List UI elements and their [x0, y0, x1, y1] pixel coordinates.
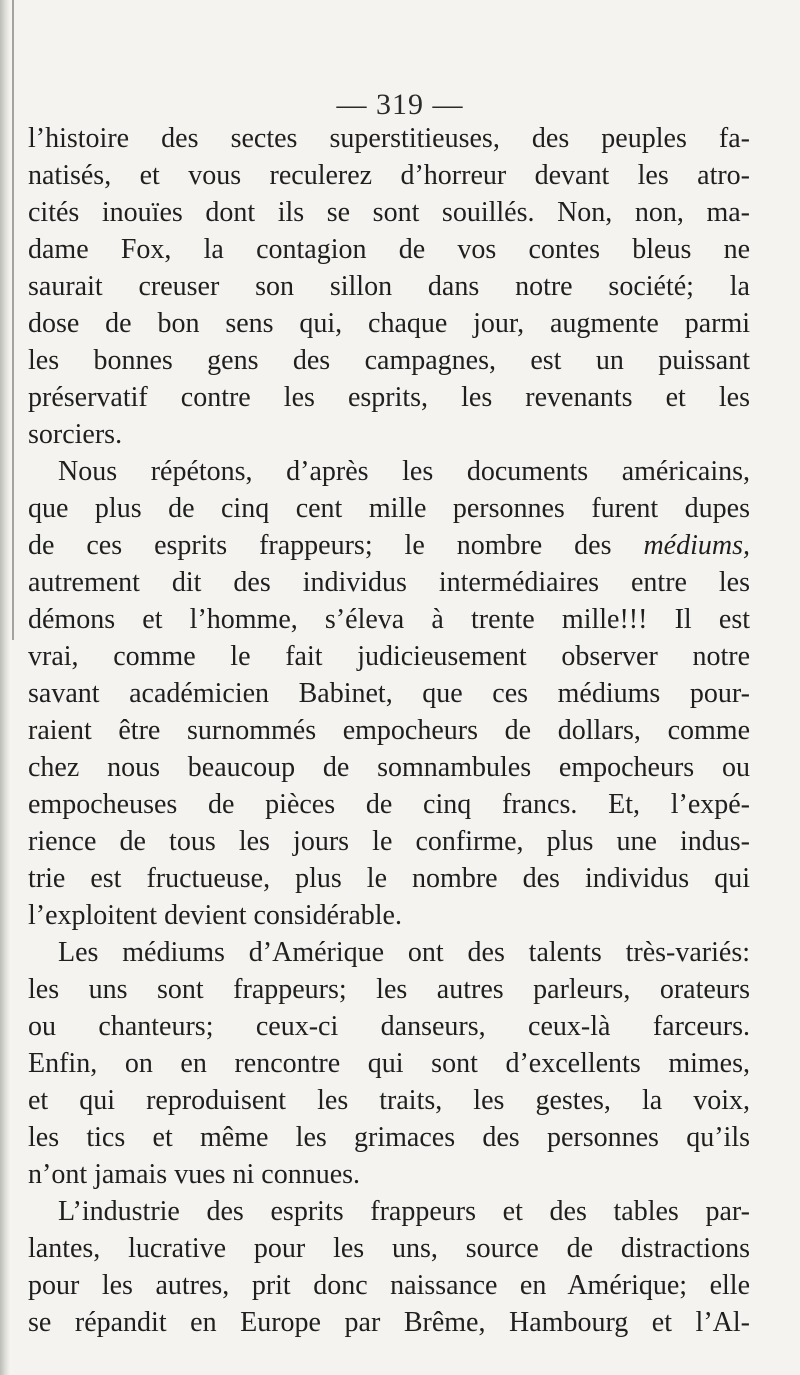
text-line: natisés, et vous reculerez d’horreur devant les atro-	[28, 160, 750, 191]
text-line: rience de tous les jours le confirme, plus une indus-	[28, 826, 750, 857]
text-line: lantes, lucrative pour les uns, source de distractions	[28, 1233, 750, 1264]
text-line: Enfin, on en rencontre qui sont d’excellents mimes,	[28, 1048, 750, 1079]
text-line: pour les autres, prit donc naissance en Amérique; elle	[28, 1270, 750, 1301]
text-line: démons et l’homme, s’éleva à trente mille!!! Il est	[28, 604, 750, 635]
text-line: chez nous beaucoup de somnambules empocheurs ou	[28, 752, 750, 783]
text-line: empocheuses de pièces de cinq francs. Et, l’expé-	[28, 789, 750, 820]
text-line: vrai, comme le fait judicieusement observer notre	[28, 641, 750, 672]
italic-word: médiums,	[643, 530, 750, 561]
text-line: n’ont jamais vues ni connues.	[28, 1159, 361, 1190]
text-line: savant académicien Babinet, que ces médiums pour-	[28, 678, 750, 709]
text-line: dame Fox, la contagion de vos contes bleus ne	[28, 234, 750, 265]
text-segment: de ces esprits frappeurs; le nombre des	[28, 530, 644, 561]
text-line: trie est fructueuse, plus le nombre des individus qui	[28, 863, 750, 894]
text-line: et qui reproduisent les traits, les gestes, la voix,	[28, 1085, 750, 1116]
text-line: dose de bon sens qui, chaque jour, augmente parmi	[28, 308, 750, 339]
text-line: se répandit en Europe par Brême, Hambourg et l’Al-	[28, 1307, 750, 1338]
body-text	[28, 120, 750, 1341]
page-number: — 319 —	[336, 88, 464, 121]
paragraph-start-line: L’industrie des esprits frappeurs et des tables par-	[58, 1196, 750, 1227]
text-line: sorciers.	[28, 419, 123, 450]
text-line: les bonnes gens des campagnes, est un puissant	[28, 345, 750, 376]
text-line: cités inouïes dont ils se sont souillés. Non, non, ma-	[28, 197, 750, 228]
page-binding-edge	[0, 0, 10, 1375]
text-line: que plus de cinq cent mille personnes furent dupes	[28, 493, 750, 524]
text-line: préservatif contre les esprits, les revenants et les	[28, 382, 750, 413]
text-line: saurait creuser son sillon dans notre société; la	[28, 271, 750, 302]
text-line: les tics et même les grimaces des personnes qu’ils	[28, 1122, 750, 1153]
text-line: raient être surnommés empocheurs de dollars, comme	[28, 715, 750, 746]
text-line: autrement dit des individus intermédiaires entre les	[28, 567, 750, 598]
paragraph-start-line: Les médiums d’Amérique ont des talents très-variés:	[58, 937, 750, 968]
text-line: les uns sont frappeurs; les autres parleurs, orateurs	[28, 974, 750, 1005]
text-line: l’exploitent devient considérable.	[28, 900, 402, 931]
text-line: l’histoire des sectes superstitieuses, des peuples fa-	[28, 123, 750, 154]
text-line: ou chanteurs; ceux-ci danseurs, ceux-là farceurs.	[28, 1011, 750, 1042]
text-line-with-italic	[28, 527, 750, 564]
paragraph-start-line: Nous répétons, d’après les documents américains,	[58, 456, 750, 487]
